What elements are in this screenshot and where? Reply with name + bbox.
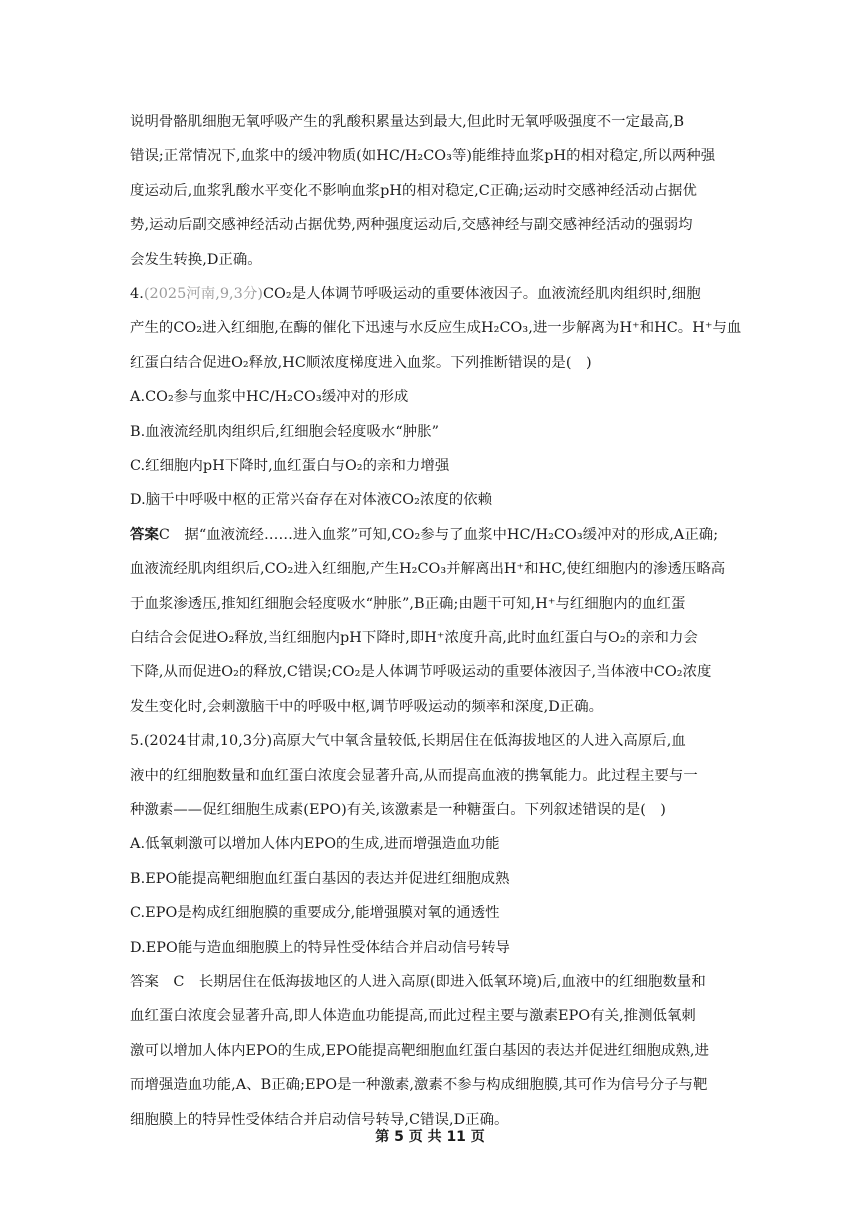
prev-answer-line-5: 会发生转换,D正确。 — [130, 252, 262, 268]
prev-answer-line-3: 度运动后,血浆乳酸水平变化不影响血浆pH的相对稳定,C正确;运动时交感神经活动占据优 — [130, 183, 697, 199]
q4-stem-line-3: 红蛋白结合促进O₂释放,HC顺浓度梯度进入血浆。下列推断错误的是( ) — [130, 355, 592, 371]
q4-option-a: A.CO₂参与血浆中HC/H₂CO₃缓冲对的形成 — [130, 389, 409, 405]
q4-option-d: D.脑干中呼吸中枢的正常兴奋存在对体液CO₂浓度的依赖 — [130, 492, 493, 508]
q5-source: (2024甘肃,10,3分) — [143, 733, 273, 749]
q4-answer-line-6: 发生变化时,会刺激脑干中的呼吸中枢,调节呼吸运动的频率和深度,D正确。 — [130, 699, 604, 715]
q4-number: 4. — [130, 286, 144, 302]
q5-answer-line-2: 血红蛋白浓度会显著升高,即人体造血功能提高,而此过程主要与激素EPO有关,推测低氧刺 — [130, 1008, 696, 1024]
q4-stem-line-2: 产生的CO₂进入红细胞,在酶的催化下迅速与水反应生成H₂CO₃,进一步解离为H⁺和HC。H⁺与血 — [130, 320, 742, 336]
q5-option-a: A.低氧刺激可以增加人体内EPO的生成,进而增强造血功能 — [130, 836, 500, 852]
q5-answer-line-4: 而增强造血功能,A、B正确;EPO是一种激素,激素不参与构成细胞膜,其可作为信号分子与靶 — [130, 1077, 708, 1093]
q4-option-b: B.血液流经肌肉组织后,红细胞会轻度吸水“肿胀” — [130, 424, 440, 440]
q4-answer-line-4: 白结合会促进O₂释放,当红细胞内pH下降时,即H⁺浓度升高,此时血红蛋白与O₂的亲和力会 — [130, 630, 698, 646]
q4-answer-label: 答案 — [130, 526, 159, 543]
q5-answer-label: 答案 — [130, 974, 159, 990]
q4-answer-line-3: 于血浆渗透压,推知红细胞会轻度吸水“肿胀”,B正确;由题干可知,H⁺与红细胞内的血红蛋 — [130, 596, 686, 612]
q5-answer-text-1: C 长期居住在低海拔地区的人进入高原(即进入低氧环境)后,血液中的红细胞数量和 — [158, 974, 706, 990]
q5-answer-line-5: 细胞膜上的特异性受体结合并启动信号转导,C错误,D正确。 — [130, 1112, 509, 1128]
q5-answer-line-3: 激可以增加人体内EPO的生成,EPO能提高靶细胞血红蛋白基因的表达并促进红细胞成熟,进 — [130, 1043, 709, 1059]
prev-answer-line-4: 势,运动后副交感神经活动占据优势,两种强度运动后,交感神经与副交感神经活动的强弱均 — [130, 217, 693, 233]
prev-answer-line-2: 错误;正常情况下,血浆中的缓冲物质(如HC/H₂CO₃等)能维持血浆pH的相对稳定,所以两种强 — [130, 148, 716, 164]
q5-stem-text-1: 高原大气中氧含量较低,长期居住在低海拔地区的人进入高原后,血 — [272, 733, 686, 749]
q5-option-c: C.EPO是构成红细胞膜的重要成分,能增强膜对氧的通透性 — [130, 905, 500, 921]
q5-option-d: D.EPO能与造血细胞膜上的特异性受体结合并启动信号转导 — [130, 940, 510, 956]
q4-source: (2025河南,9,3分) — [143, 286, 263, 302]
q4-answer-text-1: C 据“血液流经……进入血浆”可知,CO₂参与了血浆中HC/H₂CO₃缓冲对的形成,A正确; — [158, 527, 719, 543]
q4-answer-line-5: 下降,从而促进O₂的释放,C错误;CO₂是人体调节呼吸运动的重要体液因子,当体液中CO₂浓度 — [130, 664, 712, 680]
q5-stem-line-1 — [130, 731, 730, 751]
q5-number: 5. — [130, 733, 144, 749]
q5-answer-line-1 — [130, 972, 730, 992]
q4-stem-text-1: CO₂是人体调节呼吸运动的重要体液因子。血液流经肌肉组织时,细胞 — [262, 286, 701, 302]
q4-stem-line-1 — [130, 284, 730, 304]
prev-answer-line-1: 说明骨骼肌细胞无氧呼吸产生的乳酸积累量达到最大,但此时无氧呼吸强度不一定最高,B — [130, 114, 685, 130]
q5-stem-line-2: 液中的红细胞数量和血红蛋白浓度会显著升高,从而提高血液的携氧能力。此过程主要与一 — [130, 768, 698, 784]
q5-stem-line-3: 种激素——促红细胞生成素(EPO)有关,该激素是一种糖蛋白。下列叙述错误的是( ) — [130, 802, 666, 818]
q5-option-b: B.EPO能提高靶细胞血红蛋白基因的表达并促进红细胞成熟 — [130, 871, 510, 887]
q4-answer-line-1 — [130, 525, 730, 545]
page-footer: 第 5 页 共 11 页 — [375, 1129, 485, 1145]
q4-option-c: C.红细胞内pH下降时,血红蛋白与O₂的亲和力增强 — [130, 458, 450, 474]
q4-answer-line-2: 血液流经肌肉组织后,CO₂进入红细胞,产生H₂CO₃并解离出H⁺和HC,使红细胞内的渗透压略高 — [130, 561, 726, 577]
